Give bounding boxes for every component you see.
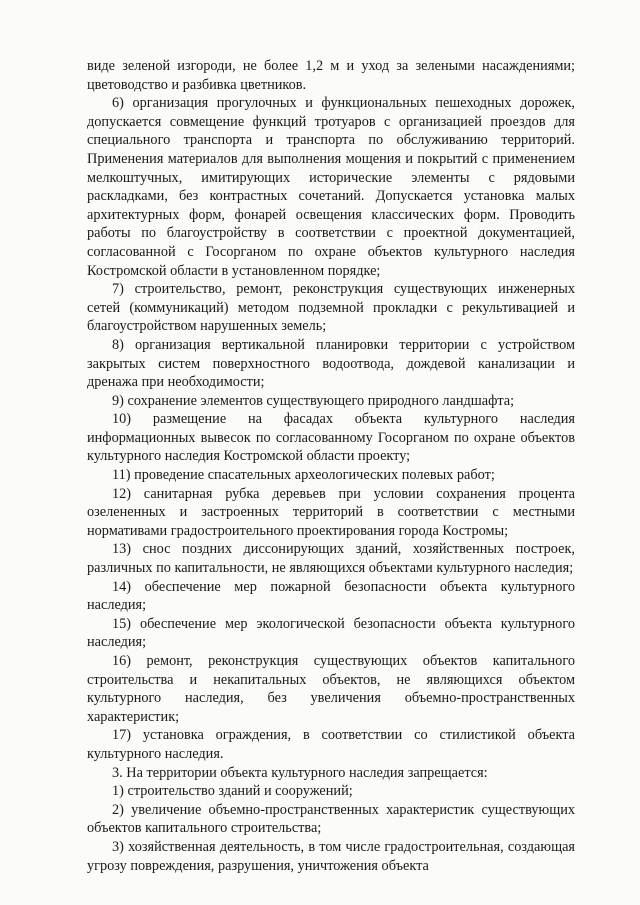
prohibition-item-2: 2) увеличение объемно-пространственных характеристик существующих объектов капитального строительства; [87, 801, 575, 837]
paragraph-item-9: 9) сохранение элементов существующего природного ландшафта; [112, 392, 515, 409]
paragraph-item-16: 16) ремонт, реконструкция существующих объектов капитального строительства и некапитальных объектов, не являющихся объектом культурного наследия, без увеличения объемно-пространственных характеристик; [87, 653, 575, 725]
section-3-heading: 3. На территории объекта культурного наследия запрещается: [112, 764, 488, 781]
prohibition-item-3: 3) хозяйственная деятельность, в том числе градостроительная, создающая угрозу повреждения, разрушения, уничтожения объекта [87, 838, 575, 874]
paragraph-item-6: 6) организация прогулочных и функциональных пешеходных дорожек, допускается совмещение функций тротуаров с организацией проездов для специального транспорта и транспорта по обслуживанию территорий. Применения материалов для выполнения мощения и покрытий с применением мелкоштучных, имитирующих исторические элементы с рядовыми раскладками, без контрастных сочетаний. Допускается установка малых архитектурных форм, фонарей освещения классических форм. Проводить работы по благоустройству в соответствии с проектной документацией, согласованной с Госорганом по охране объектов культурного наследия Костромской области в установленном порядке; [87, 95, 575, 279]
paragraph-item-10: 10) размещение на фасадах объекта культурного наследия информационных вывесок по согласованному Госорганом по охране объектов культурного наследия Костромской области проекту; [87, 411, 575, 465]
paragraph-item-11: 11) проведение спасательных археологических полевых работ; [112, 467, 495, 484]
paragraph-item-12: 12) санитарная рубка деревьев при условии сохранения процента озелененных и застроенных территорий в соответствии с местными нормативами градостроительного проектирования города Костромы; [87, 485, 575, 539]
prohibition-item-1: 1) строительство зданий и сооружений; [112, 783, 353, 800]
paragraph-continuation: виде зеленой изгороди, не более 1,2 м и уход за зелеными насаждениями; цветоводство и разбивка цветников. [87, 58, 575, 93]
paragraph-item-15: 15) обеспечение мер экологической безопасности объекта культурного наследия; [87, 615, 575, 651]
document-body [87, 57, 575, 875]
paragraph-item-17: 17) установка ограждения, в соответствии со стилистикой объекта культурного наследия. [87, 727, 575, 762]
paragraph-item-8: 8) организация вертикальной планировки территории с устройством закрытых систем поверхностного водоотвода, дождевой канализации и дренажа при необходимости; [87, 336, 575, 391]
paragraph-item-13: 13) снос поздних диссонирующих зданий, хозяйственных построек, различных по капитальности, не являющихся объектами культурного наследия; [87, 541, 575, 577]
paragraph-item-14: 14) обеспечение мер пожарной безопасности объекта культурного наследия; [87, 578, 575, 614]
paragraph-item-7: 7) строительство, ремонт, реконструкция существующих инженерных сетей (коммуникаций) методом подземной прокладки с рекультивацией и благоустройством нарушенных земель; [87, 281, 575, 335]
